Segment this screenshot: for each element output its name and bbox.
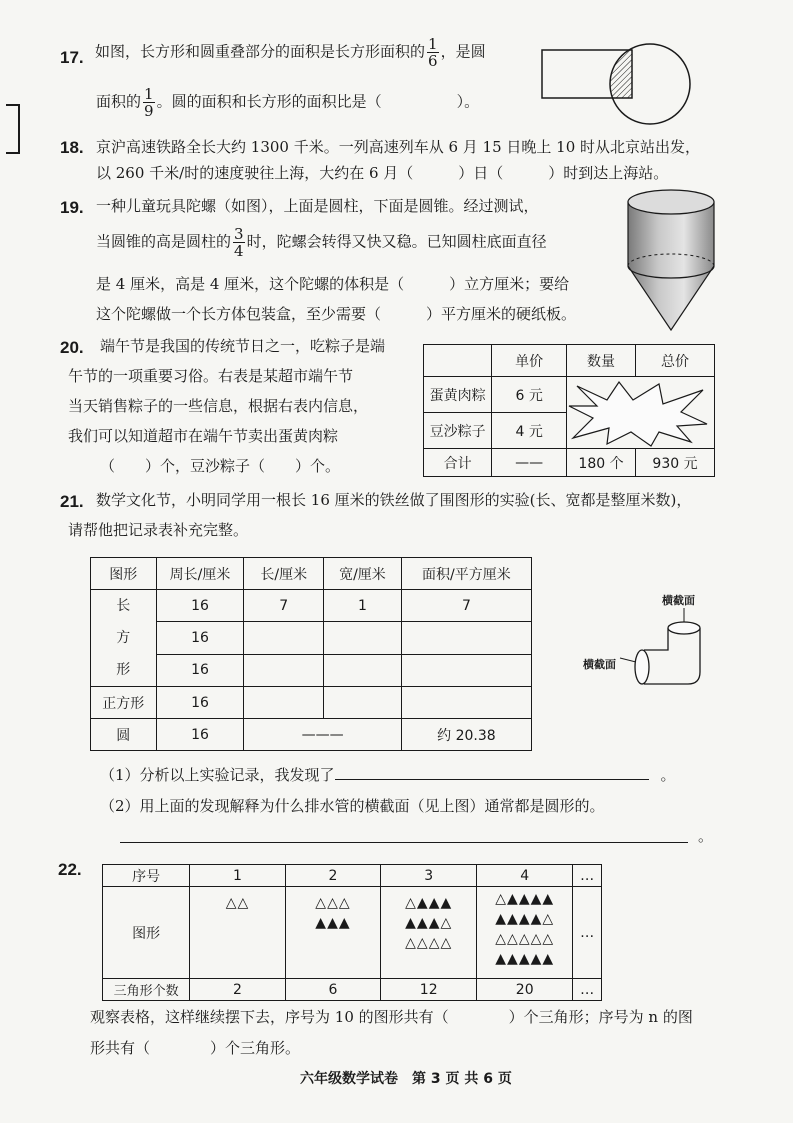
q19-line4: 这个陀螺做一个长方体包装盒，至少需要（ ）平方厘米的硬纸板。 bbox=[96, 305, 577, 323]
q20-line-4: 我们可以知道超市在端午节卖出蛋黄肉粽 bbox=[68, 427, 339, 445]
pipe-label-left: 横截面 bbox=[583, 658, 616, 671]
table-header-row bbox=[424, 345, 715, 377]
q19-fraction bbox=[233, 226, 245, 259]
count-row bbox=[103, 979, 602, 1001]
q21-sub2-answer-line[interactable] bbox=[120, 828, 688, 843]
cell-perimeter: 16 bbox=[156, 687, 244, 719]
cell-width-blank[interactable] bbox=[324, 654, 402, 686]
cell-length-blank[interactable] bbox=[244, 687, 324, 719]
cell-width-blank[interactable] bbox=[324, 622, 402, 654]
total-price-blank: —— bbox=[492, 449, 567, 477]
header-blank bbox=[424, 345, 492, 377]
cell-perimeter: 16 bbox=[156, 590, 244, 622]
row-name-egg-meat: 蛋黄肉粽 bbox=[424, 377, 492, 413]
q19-line1: 一种儿童玩具陀螺（如图），上面是圆柱，下面是圆锥。经过测试， bbox=[96, 197, 539, 215]
q17-text-a: 如图，长方形和圆重叠部分的面积是长方形面积的 bbox=[95, 42, 426, 61]
header-sequence: 序号 bbox=[103, 865, 190, 887]
q21-sub1-answer-line[interactable] bbox=[335, 765, 649, 780]
count-4: 20 bbox=[477, 979, 573, 1001]
triangle-row: ▲▲▲▲▲ bbox=[495, 951, 555, 967]
q17-frac1-num: 1 bbox=[428, 35, 438, 53]
count-label: 三角形个数 bbox=[103, 979, 190, 1001]
square-label: 正方形 bbox=[91, 687, 157, 719]
q17-text-c: 面积的 bbox=[96, 92, 142, 111]
q20-number: 20. bbox=[60, 338, 84, 357]
figure-ellipsis: … bbox=[573, 887, 602, 979]
starburst-blot bbox=[567, 378, 713, 448]
rect-label-char: 形 bbox=[116, 662, 131, 678]
table-row bbox=[91, 719, 532, 751]
q22-line1: 观察表格，这样继续摆下去，序号为 10 的图形共有（ ）个三角形；序号为 n 的图 bbox=[90, 1008, 693, 1026]
triangle-pattern-table bbox=[102, 864, 602, 1001]
binder-mark-bottom bbox=[6, 152, 20, 154]
q17-frac1-den: 6 bbox=[428, 52, 438, 70]
q19-frac-num: 3 bbox=[234, 225, 244, 243]
triangle-row: △△△ bbox=[315, 895, 351, 911]
total-quantity: 180 个 bbox=[567, 449, 636, 477]
cell-width: 1 bbox=[324, 590, 402, 622]
figure-1 bbox=[190, 887, 285, 979]
row-price-bean: 4 元 bbox=[492, 413, 567, 449]
q19-text-a: 当圆锥的高是圆柱的 bbox=[96, 232, 232, 251]
cell-area-blank[interactable] bbox=[401, 687, 531, 719]
count-2: 6 bbox=[285, 979, 381, 1001]
q21-number: 21. bbox=[60, 492, 84, 511]
table-row bbox=[424, 377, 715, 413]
torn-hidden-area bbox=[567, 377, 715, 449]
q18-line1: 京沪高速铁路全长大约 1300 千米。一列高速列车从 6 月 15 日晚上 10 时从北京站出发， bbox=[96, 138, 701, 156]
header-length: 长/厘米 bbox=[244, 558, 324, 590]
rectangle-circle-figure bbox=[538, 40, 694, 128]
cell-area-blank[interactable] bbox=[401, 654, 531, 686]
triangle-row: ▲▲▲△ bbox=[405, 915, 453, 931]
q17-text-d: 。圆的面积和长方形的面积比是（ ）。 bbox=[156, 92, 480, 111]
q17-line2 bbox=[96, 86, 479, 119]
table-row bbox=[91, 622, 532, 654]
table-row bbox=[91, 687, 532, 719]
page-footer: 六年级数学试卷 第 3 页 共 6 页 bbox=[300, 1071, 512, 1087]
header-perimeter: 周长/厘米 bbox=[156, 558, 244, 590]
seq-1: 1 bbox=[190, 865, 285, 887]
triangle-row: △△ bbox=[225, 895, 250, 911]
q18-line2: 以 260 千米/时的速度驶往上海，大约在 6 月（ ）日（ ）时到达上海站。 bbox=[96, 164, 669, 182]
q21-line1: 数学文化节，小明同学用一根长 16 厘米的铁丝做了围图形的实验(长、宽都是整厘米数)， bbox=[96, 491, 692, 509]
triangle-row: △△△△ bbox=[405, 935, 453, 951]
count-ellipsis: … bbox=[573, 979, 602, 1001]
count-3: 12 bbox=[381, 979, 477, 1001]
cell-length-blank[interactable] bbox=[244, 654, 324, 686]
circle-area: 约 20.38 bbox=[401, 719, 531, 751]
q19-number: 19. bbox=[60, 198, 84, 217]
figure-label: 图形 bbox=[103, 887, 190, 979]
circle-dash: ——— bbox=[244, 719, 401, 751]
pipe-label-top: 横截面 bbox=[662, 594, 695, 607]
figure-row bbox=[103, 887, 602, 979]
cell-perimeter: 16 bbox=[156, 622, 244, 654]
seq-ellipsis: … bbox=[573, 865, 602, 887]
header-unit-price: 单价 bbox=[492, 345, 567, 377]
header-width: 宽/厘米 bbox=[324, 558, 402, 590]
total-label: 合计 bbox=[424, 449, 492, 477]
cell-area-blank[interactable] bbox=[401, 622, 531, 654]
q17-line1 bbox=[95, 36, 486, 69]
seq-4: 4 bbox=[477, 865, 573, 887]
row-name-bean: 豆沙粽子 bbox=[424, 413, 492, 449]
table-header-row bbox=[103, 865, 602, 887]
figure-4 bbox=[477, 887, 573, 979]
q19-line3: 是 4 厘米，高是 4 厘米，这个陀螺的体积是（ ）立方厘米；要给 bbox=[96, 275, 570, 293]
q20-line-3: 当天销售粽子的一些信息，根据右表内信息， bbox=[68, 397, 369, 415]
table-row bbox=[91, 590, 532, 622]
rect-label-char: 长 bbox=[116, 598, 131, 614]
q17-number: 17. bbox=[60, 48, 84, 67]
triangle-row: ▲▲▲ bbox=[315, 915, 351, 931]
rect-label-char: 方 bbox=[116, 630, 131, 646]
q22-line2: 形共有（ ）个三角形。 bbox=[90, 1039, 301, 1057]
q20-line-1: 端午节是我国的传统节日之一，吃粽子是端 bbox=[100, 337, 386, 355]
header-quantity: 数量 bbox=[567, 345, 636, 377]
cell-area: 7 bbox=[401, 590, 531, 622]
table-row bbox=[91, 654, 532, 686]
cell-length-blank[interactable] bbox=[244, 622, 324, 654]
q19-line2 bbox=[96, 226, 547, 259]
rect-label-cell bbox=[91, 590, 157, 687]
cell-length: 7 bbox=[244, 590, 324, 622]
cell-perimeter: 16 bbox=[156, 719, 244, 751]
q22-number: 22. bbox=[58, 860, 82, 879]
wire-shape-record-table bbox=[90, 557, 532, 751]
q17-frac2-num: 1 bbox=[144, 85, 154, 103]
total-amount: 930 元 bbox=[636, 449, 715, 477]
q20-line-5: （ ）个，豆沙粽子（ ）个。 bbox=[100, 457, 341, 475]
circle-label: 圆 bbox=[91, 719, 157, 751]
table-header-row bbox=[91, 558, 532, 590]
seq-2: 2 bbox=[285, 865, 381, 887]
q21-sub2: （2）用上面的发现解释为什么排水管的横截面（见上图）通常都是圆形的。 bbox=[100, 797, 605, 815]
q21-sub1-text: （1）分析以上实验记录，我发现了 bbox=[100, 766, 335, 784]
q17-fraction-1 bbox=[427, 36, 439, 69]
triangle-row: △▲▲▲ bbox=[405, 895, 453, 911]
table-total-row bbox=[424, 449, 715, 477]
seq-3: 3 bbox=[381, 865, 477, 887]
triangle-row: △▲▲▲▲ bbox=[495, 891, 555, 907]
triangle-row: △△△△△ bbox=[495, 931, 555, 947]
binder-bar bbox=[18, 104, 20, 154]
q18-number: 18. bbox=[60, 138, 84, 157]
spinning-top-figure bbox=[618, 182, 724, 334]
pipe-elbow-figure bbox=[618, 606, 708, 690]
zongzi-sales-table bbox=[423, 344, 715, 477]
q21-line2: 请帮他把记录表补充完整。 bbox=[68, 521, 249, 539]
q21-sub1 bbox=[100, 765, 676, 785]
q17-frac2-den: 9 bbox=[144, 102, 154, 120]
figure-2 bbox=[285, 887, 381, 979]
q20-line-2: 午节的一项重要习俗。右表是某超市端午节 bbox=[68, 367, 354, 385]
q17-fraction-2 bbox=[143, 86, 155, 119]
triangle-row: ▲▲▲▲△ bbox=[495, 911, 555, 927]
count-1: 2 bbox=[190, 979, 285, 1001]
q19-text-b: 时，陀螺会转得又快又稳。已知圆柱底面直径 bbox=[246, 232, 547, 251]
row-price-egg-meat: 6 元 bbox=[492, 377, 567, 413]
header-shape: 图形 bbox=[91, 558, 157, 590]
cell-width-blank[interactable] bbox=[324, 687, 402, 719]
header-area: 面积/平方厘米 bbox=[401, 558, 531, 590]
q19-frac-den: 4 bbox=[234, 242, 244, 260]
q21-sub2-end: 。 bbox=[698, 827, 714, 845]
q17-text-b: ，是圆 bbox=[440, 42, 486, 61]
q21-sub1-end: 。 bbox=[660, 766, 676, 784]
figure-3 bbox=[381, 887, 477, 979]
cell-perimeter: 16 bbox=[156, 654, 244, 686]
header-total-price: 总价 bbox=[636, 345, 715, 377]
